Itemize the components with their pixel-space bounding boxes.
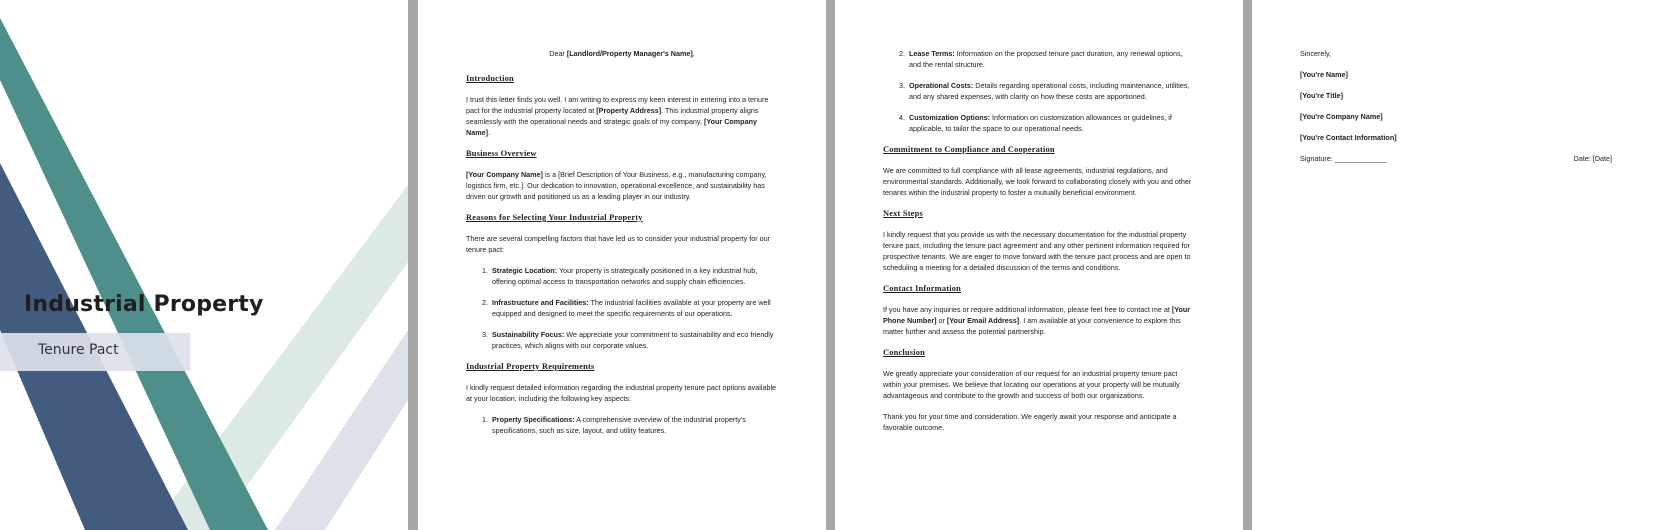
requirement-text: Information on customization allowances or guidelines, if applicable, to tailor the space to our operational needs.: [909, 113, 1172, 133]
requirement-text: A comprehensive overview of the industrial property's specifications, such as size, layout, and utility features.: [492, 415, 746, 435]
heading-reasons: Reasons for Selecting Your Industrial Property: [466, 213, 643, 222]
date-label: Date: [Date]: [1573, 154, 1612, 163]
business-paragraph: [466, 169, 778, 202]
requirements-list-start: [466, 414, 778, 436]
cover-page: [0, 0, 408, 530]
signer-contact-placeholder: [You're Contact Information]: [1300, 133, 1397, 142]
signature-date-row: [1300, 153, 1612, 164]
property-address-placeholder: [Property Address]: [596, 106, 662, 115]
email-placeholder: [Your Email Address]: [946, 316, 1020, 325]
contact-text-1: If you have any inquiries or require additional information, please feel free to contact me at: [883, 305, 1172, 314]
intro-text-2: . This industrial property aligns seamlessly with the operational needs and strategic goals of my company,: [466, 106, 759, 126]
letter-body-2: [883, 48, 1195, 443]
cover-artwork: [0, 0, 408, 530]
compliance-paragraph: We are committed to full compliance with all lease agreements, industrial regulations, and environmental standards. Additionally, we look forward to collaborating closely with you and other tenants within the industrial property to foster a mutually beneficial environment.: [883, 166, 1192, 197]
signer-title-placeholder: [You're Title]: [1300, 91, 1343, 100]
greeting: [466, 48, 778, 59]
signature-block: [1300, 48, 1612, 164]
intro-text-3: .: [487, 128, 490, 137]
signer-name-placeholder: [You're Name]: [1300, 70, 1348, 79]
list-item: [907, 48, 1195, 70]
contact-paragraph: [883, 304, 1195, 337]
company-name-placeholder: [Your Company Name]: [466, 117, 757, 137]
reasons-list: [466, 265, 778, 351]
thanks-paragraph: Thank you for your time and consideration. We eagerly await your response and anticipate a favorable outcome.: [883, 412, 1177, 432]
list-item: [490, 265, 778, 287]
signer-company-placeholder: [You're Company Name]: [1300, 112, 1383, 121]
requirement-label: Property Specifications:: [492, 415, 575, 424]
list-item: [490, 329, 778, 351]
letter-page-2: [835, 0, 1243, 530]
requirements-intro: I kindly request detailed information regarding the industrial property tenure pact options available at your location, including the following key aspects:: [466, 383, 777, 403]
cover-subtitle: Tenure Pact: [38, 342, 119, 358]
next-steps-paragraph: I kindly request that you provide us with the necessary documentation for the industrial property tenure pact, including the tenure pact agreement and any other pertinent information required for prospective tenants. We are eager to move forward with the tenure pact process and are open to scheduling a meeting for a detailed discussion of the terms and conditions.: [883, 230, 1191, 272]
business-text: is a [Brief Description of Your Business, e.g., manufacturing company, logistics firm, etc.]. Our dedication to innovation, operational excellence, and sustainability has driven our growth and positioned us as a leading player in our industry.: [466, 170, 767, 201]
reason-label: Sustainability Focus:: [492, 330, 565, 339]
reasons-intro: There are several compelling factors that have led us to consider your industrial property for our tenure pact:: [466, 234, 771, 254]
requirement-label: Customization Options:: [909, 113, 991, 122]
heading-contact: Contact Information: [883, 284, 962, 293]
heading-next-steps: Next Steps: [883, 209, 923, 218]
cover-title: Industrial Property: [24, 292, 264, 317]
reason-text: The industrial facilities available at your property are well equipped and designed to meet the specific requirements of our operations.: [492, 298, 771, 318]
heading-compliance: Commitment to Compliance and Cooperation: [883, 145, 1055, 154]
list-item: [907, 112, 1195, 134]
reason-label: Strategic Location:: [492, 266, 558, 275]
business-company-placeholder: [Your Company Name]: [466, 170, 543, 179]
heading-conclusion: Conclusion: [883, 348, 926, 357]
letter-page-3: [1252, 0, 1661, 530]
letter-page-1: [418, 0, 826, 530]
requirement-label: Lease Terms:: [909, 49, 955, 58]
heading-requirements: Industrial Property Requirements: [466, 362, 595, 371]
list-item: [490, 297, 778, 319]
reason-text: Your property is strategically positioned in a key industrial hub, offering optimal access to transportation networks and supply chain efficiencies.: [492, 266, 758, 286]
requirements-list-cont: [883, 48, 1195, 134]
reason-label: Infrastructure and Facilities:: [492, 298, 589, 307]
contact-text-2: . I am available at your convenience to explore this matter further and assess the potential partnership.: [883, 316, 1181, 336]
greeting-comma: ,: [692, 49, 695, 58]
requirement-text: Information on the proposed tenure pact duration, any renewal options, and the rental structure.: [909, 49, 1183, 69]
intro-paragraph: [466, 94, 778, 138]
letter-body-1: [466, 48, 778, 446]
requirement-text: Details regarding operational costs, including maintenance, utilities, and any shared expenses, with clarity on how these costs are apportioned.: [909, 81, 1190, 101]
list-item: [907, 80, 1195, 102]
greeting-text: Dear: [549, 49, 567, 58]
conclusion-paragraph: We greatly appreciate your consideration of our request for an industrial property tenure pact within your premises. We believe that locating our operations at your property will be mutually advantageous and contribute to the growth and success of both our organizations.: [883, 369, 1180, 400]
signature-label: Signature: _____________: [1300, 154, 1387, 163]
recipient-placeholder: [Landlord/Property Manager's Name]: [566, 49, 693, 58]
phone-placeholder: [Your Phone Number]: [883, 305, 1191, 325]
intro-text-1: I trust this letter finds you well. I am writing to express my keen interest in entering into a tenure pact for the industrial property located at: [466, 95, 769, 115]
reason-text: We appreciate your commitment to sustainability and eco friendly practices, which aligns with our corporate values.: [492, 330, 774, 350]
heading-business-overview: Business Overview: [466, 149, 537, 158]
contact-or: or: [936, 316, 947, 325]
heading-introduction: Introduction: [466, 74, 514, 83]
closing: Sincerely,: [1300, 49, 1332, 58]
requirement-label: Operational Costs:: [909, 81, 974, 90]
list-item: [490, 414, 778, 436]
